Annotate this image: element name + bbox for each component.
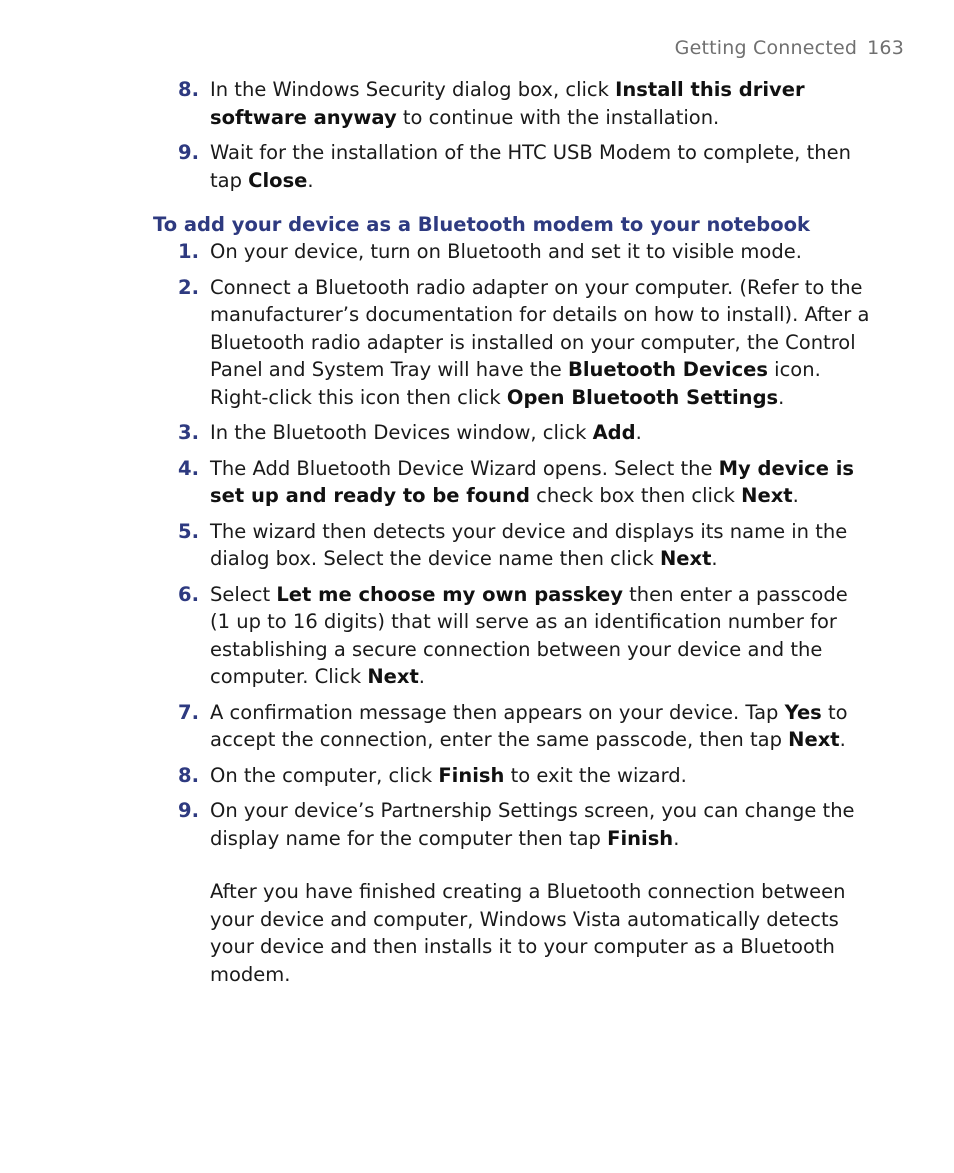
step-text: In the Bluetooth Devices window, click	[210, 421, 593, 444]
step-text: .	[307, 168, 314, 192]
step-number: 5.	[178, 519, 199, 543]
step-text: check box then click	[529, 484, 742, 507]
bold-ui-term: Finish	[438, 763, 505, 787]
bold-ui-term: Let me choose my own passkey	[276, 582, 623, 606]
bold-ui-term: Next	[659, 547, 712, 570]
bold-ui-term: Open Bluetooth Settings	[506, 385, 779, 409]
step-number: 4.	[178, 456, 199, 480]
step-number: 3.	[178, 421, 199, 444]
step-text: On your device’s Partnership Settings screen, you can change the display name for the computer then tap	[210, 799, 855, 850]
step-text: then enter a passcode (1 up to 16 digits) that will serve as an identification number for establishing a secure connection between your device and the computer. Click	[210, 582, 848, 688]
page-content	[153, 76, 873, 1008]
list-item	[153, 76, 873, 131]
bold-ui-term: Install this driver software anyway	[210, 78, 805, 129]
step-text: The Add Bluetooth Device Wizard opens. Select the	[210, 456, 719, 480]
step-number: 8.	[178, 78, 199, 101]
step-text: .	[418, 665, 425, 688]
bold-ui-term: My device is set up and ready to be found	[210, 456, 855, 507]
list-item	[153, 419, 873, 447]
closing-paragraph: After you have finished creating a Bluetooth connection between your device and computer, Windows Vista automatically detects your device and then installs it to your computer as a Bluetooth modem.	[210, 880, 846, 986]
step-text: .	[635, 421, 642, 444]
header-section-title: Getting Connected	[674, 37, 858, 59]
step-text: to continue with the installation.	[396, 105, 720, 129]
step-text: Connect a Bluetooth radio adapter on your computer. (Refer to the manufacturer’s documentation for details on how to install). After a Bluetooth radio adapter is installed on your computer, the Control Panel and System Tray will have the	[210, 275, 870, 381]
step-text: icon. Right-click this icon then click	[210, 358, 821, 409]
bold-ui-term: Yes	[784, 700, 822, 724]
step-number: 8.	[178, 763, 199, 787]
list-item	[153, 699, 873, 754]
step-text: In the Windows Security dialog box, click	[210, 78, 616, 101]
running-header	[675, 37, 904, 59]
bold-ui-term: Close	[248, 168, 308, 192]
step-number: 9.	[178, 799, 199, 822]
step-text: to accept the connection, enter the same passcode, then tap	[210, 700, 848, 751]
step-text: A confirmation message then appears on your device. Tap	[210, 700, 785, 724]
list-item	[153, 581, 873, 691]
list-item	[153, 238, 873, 266]
step-text: Select	[210, 582, 277, 606]
step-text: On your device, turn on Bluetooth and set it to visible mode.	[210, 240, 802, 263]
step-number: 2.	[178, 275, 199, 299]
step-text: Wait for the installation of the HTC USB Modem to complete, then tap	[210, 141, 851, 192]
step-text: The wizard then detects your device and displays its name in the dialog box. Select the device name then click	[210, 519, 848, 570]
section-heading: To add your device as a Bluetooth modem to your notebook	[153, 213, 811, 236]
list-item	[153, 274, 873, 412]
page-number: 163	[867, 37, 904, 59]
step-text: .	[778, 385, 785, 409]
step-number: 1.	[178, 240, 199, 263]
step-text: to exit the wizard.	[504, 763, 687, 787]
step-text: .	[711, 547, 718, 570]
step-text: On the computer, click	[210, 763, 439, 787]
bold-ui-term: Next	[367, 665, 419, 688]
list-item	[153, 518, 873, 573]
bluetooth-step-list	[153, 238, 873, 852]
step-text: .	[839, 728, 846, 751]
bold-ui-term: Finish	[607, 826, 674, 850]
step-number: 7.	[178, 700, 199, 724]
step-text: .	[792, 484, 799, 507]
bold-ui-term: Bluetooth Devices	[568, 358, 768, 381]
bold-ui-term: Next	[788, 728, 840, 751]
step-number: 6.	[178, 582, 199, 606]
bold-ui-term: Next	[741, 484, 793, 507]
list-item	[153, 797, 873, 852]
list-item	[153, 762, 873, 790]
step-number: 9.	[178, 141, 199, 164]
continued-step-list	[153, 76, 873, 194]
bold-ui-term: Add	[592, 421, 636, 444]
list-item	[153, 139, 873, 194]
list-item	[153, 455, 873, 510]
step-text: .	[673, 826, 680, 850]
